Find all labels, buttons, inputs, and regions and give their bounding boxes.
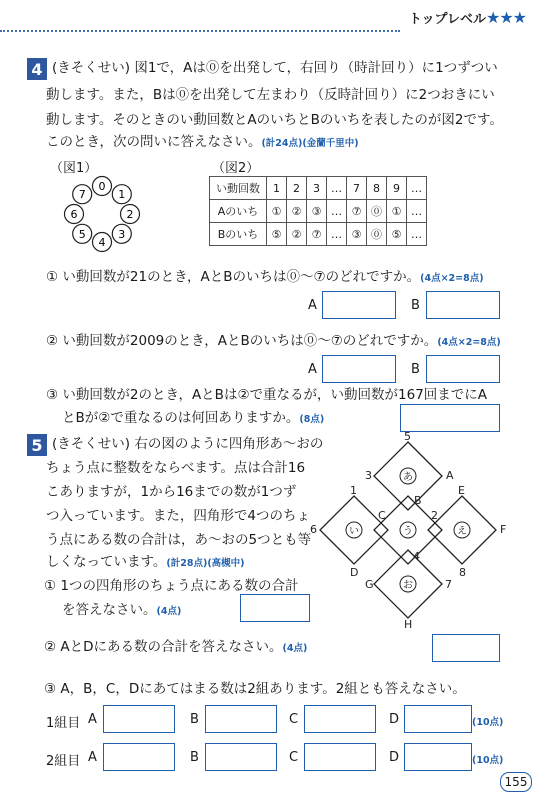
page-number: 155: [500, 772, 532, 792]
q5-3-row1-label: 1組目: [46, 716, 81, 731]
q4-3-points: (8点): [299, 414, 325, 425]
figure-1-circle-ring: [60, 172, 144, 256]
q5-1-points: (4点): [156, 606, 182, 617]
vertex-C: C: [378, 509, 386, 522]
q4-2-label-b: B: [411, 362, 420, 377]
vertex-6: 6: [310, 523, 317, 536]
q5-intro-line-5: う点にある数の合計は，あ～おの5つとも等: [46, 532, 312, 548]
vertex-1: 1: [350, 484, 357, 497]
table-cell: い動回数: [210, 177, 267, 200]
vertex-4: 4: [413, 550, 420, 563]
table-row: [210, 200, 427, 223]
ring-number: 0: [98, 180, 106, 193]
table-cell: ③: [307, 200, 327, 223]
ring-number: 3: [118, 227, 126, 241]
q4-intro-line-2: 動します。また，Bは⓪を出発して左まわり（反時計回り）に2つおきにい: [46, 87, 495, 103]
table-header-row: [210, 177, 427, 200]
table-cell: …: [407, 200, 427, 223]
q5-3-row2-answer-d[interactable]: [404, 743, 472, 771]
table-row: [210, 223, 427, 246]
q5-3-row2-label: 2組目: [46, 754, 81, 769]
q5-3-row1-b-label: B: [190, 712, 199, 727]
q5-2-text: ② AとDにある数の合計を答えなさい。: [44, 639, 283, 655]
square-label-o: お: [403, 580, 413, 591]
table-cell: Aのいち: [210, 200, 267, 223]
q5-1-text: を答えなさい。: [62, 602, 157, 618]
q4-1-label-b: B: [411, 298, 420, 313]
ring-number: 4: [98, 236, 106, 249]
ring-number: 2: [126, 208, 134, 221]
table-cell: ②: [287, 223, 307, 246]
q5-3-row2-answer-c[interactable]: [304, 743, 376, 771]
q5-3-row1-d-label: D: [389, 712, 400, 727]
q4-3-line-2: [62, 412, 324, 426]
q4-lead: [46, 136, 359, 150]
q5-source: (高槻中): [207, 558, 245, 569]
q4-1-points: (4点×2=8点): [420, 273, 484, 284]
q5-3-prompt: ③ A，B，C，Dにあてはまる数は2組あります。2組とも答えなさい。: [44, 681, 466, 697]
table-cell: 7: [347, 177, 367, 200]
q4-3-text: とBが②で重なるのは何回ありますか。: [62, 410, 300, 426]
q5-3-row2-c-label: C: [289, 750, 299, 765]
table-cell: 1: [267, 177, 287, 200]
q5-3-row2-answer-b[interactable]: [205, 743, 277, 771]
vertex-3: 3: [365, 469, 372, 482]
q5-intro-line-3: こありますが，1から16までの数が1つず: [46, 484, 297, 500]
ring-number: 5: [78, 227, 86, 241]
table-cell: ⑦: [307, 223, 327, 246]
table-cell: Bのいち: [210, 223, 267, 246]
q5-squares-diagram: [310, 432, 515, 628]
q4-2-answer-b[interactable]: [426, 355, 500, 383]
star-rating: ★★★: [485, 8, 526, 27]
ring-number: 7: [78, 188, 86, 202]
table-cell: 8: [367, 177, 387, 200]
q5-total-points: (計28点): [166, 558, 208, 569]
q5-1-line-2: [62, 604, 181, 618]
q5-3-row2-b-label: B: [190, 750, 199, 765]
q4-2-answer-a[interactable]: [322, 355, 396, 383]
header-dotted-line: [0, 30, 400, 32]
table-cell: 9: [387, 177, 407, 200]
table-cell: ①: [387, 200, 407, 223]
figure-1-label: （図1）: [50, 161, 98, 176]
q4-1-prompt: [46, 271, 484, 285]
question-5-number: 5: [27, 434, 47, 456]
table-cell: …: [327, 177, 347, 200]
square-label-e: え: [457, 526, 467, 537]
q5-intro-line-4: つ入っています。また，四角形で4つのちょ: [46, 508, 311, 524]
table-cell: …: [327, 200, 347, 223]
q5-3-row2-a-label: A: [88, 750, 97, 765]
vertex-A: A: [446, 469, 454, 482]
q5-3-row1-c-label: C: [289, 712, 299, 727]
table-cell: ⓪: [367, 223, 387, 246]
table-cell: …: [327, 223, 347, 246]
q5-2-points: (4点): [282, 643, 308, 654]
vertex-E: E: [458, 484, 465, 497]
q4-3-line-1: ③ い動回数が2のとき，AとBは②で重なるが，い動回数が167回までにA: [46, 387, 488, 403]
q4-2-points: (4点×2=8点): [437, 337, 501, 348]
q4-intro-line-3: 動します。そのときのい動回数とAのいちとBのいちを表したのが図2です。: [46, 112, 503, 128]
q4-source: (金蘭千里中): [302, 138, 359, 149]
table-cell: …: [407, 177, 427, 200]
q5-intro-last: しくなっています。: [46, 554, 167, 570]
vertex-F: F: [500, 523, 507, 536]
table-cell: ⓪: [367, 200, 387, 223]
q5-3-row1-answer-d[interactable]: [404, 705, 472, 733]
q4-2-text: ② い動回数が2009のとき，AとBのいちは⓪～⑦のどれですか。: [46, 333, 438, 349]
figure-2-table: [209, 176, 427, 246]
vertex-2: 2: [431, 509, 438, 522]
question-4-number: 4: [27, 58, 47, 80]
q5-3-row1-a-label: A: [88, 712, 97, 727]
q5-intro-line-6: [46, 556, 245, 570]
table-cell: ①: [267, 200, 287, 223]
q4-1-label-a: A: [308, 298, 317, 313]
q5-intro-line-1: (きそくせい) 右の図のように四角形あ～おの: [52, 436, 324, 452]
q5-3-row2-points: (10点): [472, 755, 504, 766]
level-header: [409, 8, 526, 27]
table-cell: ②: [287, 200, 307, 223]
q4-1-answer-b[interactable]: [426, 291, 500, 319]
ring-number: 6: [70, 208, 78, 221]
vertex-B: B: [414, 494, 422, 507]
vertex-H: H: [404, 618, 413, 628]
table-cell: 3: [307, 177, 327, 200]
table-cell: ⑦: [347, 200, 367, 223]
q5-3-row2-d-label: D: [389, 750, 400, 765]
square-label-i: い: [349, 526, 359, 537]
q5-1-answer[interactable]: [240, 594, 310, 622]
q4-intro-line-1: (きそくせい) 図1で，Aは⓪を出発して，右回り（時計回り）に1つずつい: [52, 60, 498, 76]
table-cell: ⑤: [387, 223, 407, 246]
q5-2-prompt: [44, 641, 307, 655]
square-label-u: う: [403, 526, 413, 537]
table-cell: ⑤: [267, 223, 287, 246]
q5-3-row1-points: (10点): [472, 717, 504, 728]
figure-2-label: （図2）: [212, 161, 260, 176]
vertex-8: 8: [459, 566, 466, 579]
vertex-5: 5: [404, 432, 411, 443]
ring-number: 1: [118, 188, 126, 202]
vertex-G: G: [365, 578, 374, 591]
table-cell: ③: [347, 223, 367, 246]
q4-2-label-a: A: [308, 362, 317, 377]
q5-intro-line-2: ちょう点に整数をならべます。点は合計16: [46, 460, 306, 476]
square-label-a: あ: [403, 472, 413, 483]
vertex-D: D: [350, 566, 359, 579]
q4-1-text: ① い動回数が21のとき，AとBのいちは⓪～⑦のどれですか。: [46, 269, 421, 285]
vertex-7: 7: [445, 578, 452, 591]
q4-2-prompt: [46, 335, 501, 349]
table-cell: …: [407, 223, 427, 246]
q5-3-row1-answer-a[interactable]: [103, 705, 175, 733]
q4-lead-text: このとき，次の問いに答えなさい。: [46, 134, 262, 150]
q5-3-row1-answer-b[interactable]: [205, 705, 277, 733]
q5-2-answer[interactable]: [432, 634, 500, 662]
q4-1-answer-a[interactable]: [322, 291, 396, 319]
q4-3-answer[interactable]: [400, 404, 500, 432]
table-cell: 2: [287, 177, 307, 200]
level-title: トップレベル: [408, 12, 486, 27]
q5-3-row1-answer-c[interactable]: [304, 705, 376, 733]
q5-3-row2-answer-a[interactable]: [103, 743, 175, 771]
q5-1-line-1: ① 1つの四角形のちょう点にある数の合計: [44, 578, 299, 594]
q4-total-points: (計24点): [261, 138, 303, 149]
